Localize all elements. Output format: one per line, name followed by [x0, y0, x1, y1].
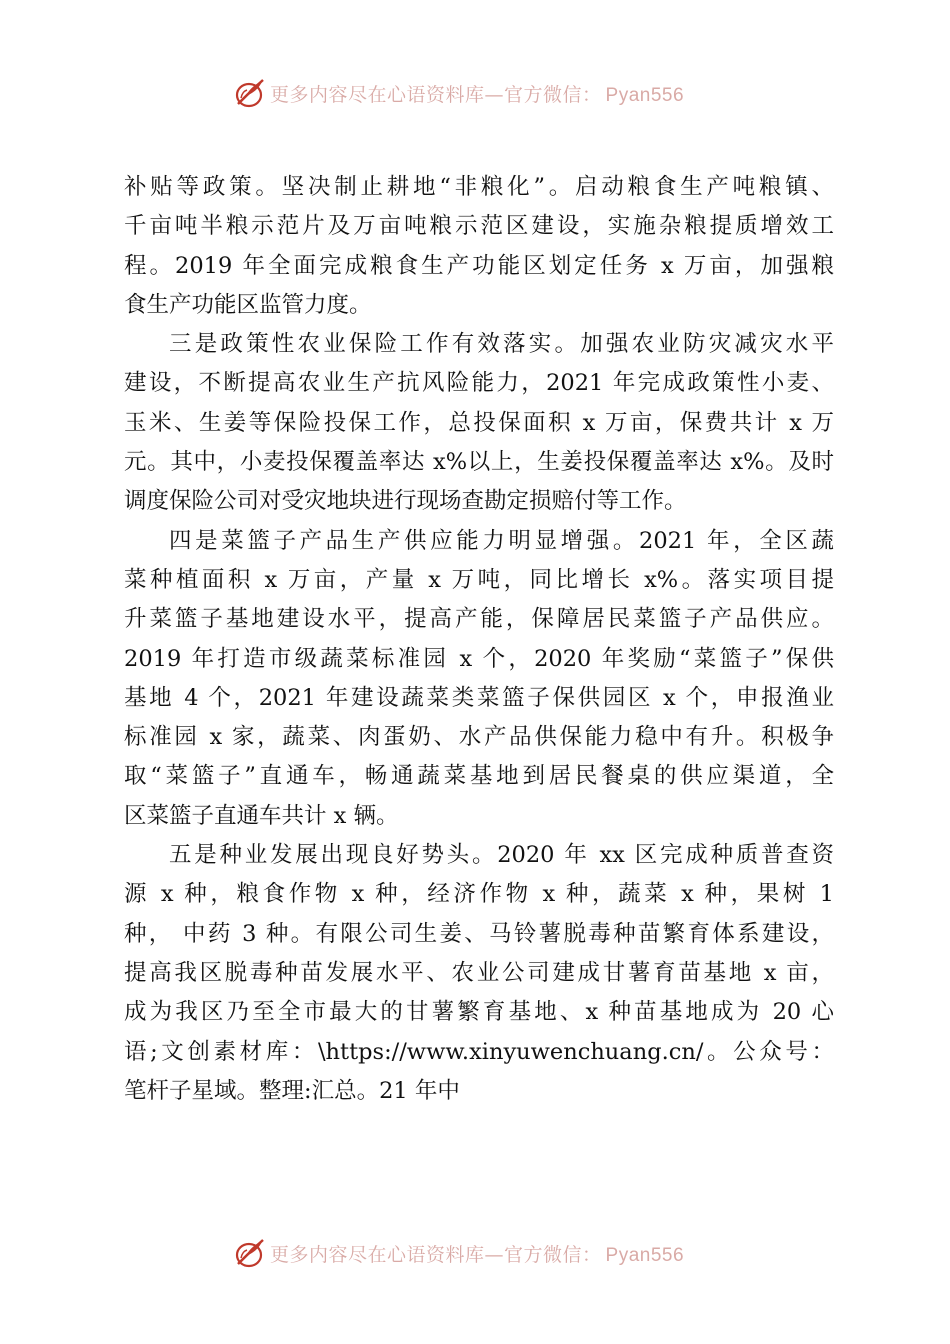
feather-logo-icon — [232, 76, 266, 110]
text-line: 调度保险公司对受灾地块进行现场查勘定损赔付等工作。 — [124, 488, 687, 515]
document-body — [124, 168, 834, 1111]
text-line: 笔杆子星域。整理:汇总。21 年中 — [124, 1077, 460, 1104]
text-line: 标准园 x 家，蔬菜、肉蛋奶、水产品供保能力稳中有升。积极争 — [124, 724, 834, 751]
text-line: 语;文创素材库：\https://www.xinyuwenchuang.cn/。公众号： — [124, 1038, 834, 1065]
text-line: 提高我区脱毒种苗发展水平、农业公司建成甘薯育苗基地 x 亩， — [124, 959, 834, 986]
header-banner — [0, 73, 950, 113]
text-line: 源 x 种，粮食作物 x 种，经济作物 x 种，蔬菜 x 种，果树 1 — [124, 881, 834, 908]
text-line: 补贴等政策。坚决制止耕地“非粮化”。启动粮食生产吨粮镇、 — [124, 174, 834, 200]
text-line: 2019 年打造市级蔬菜标准园 x 个，2020 年奖励“菜篮子”保供 — [124, 645, 834, 672]
text-line: 建设，不断提高农业生产抗风险能力，2021 年完成政策性小麦、 — [124, 370, 834, 397]
text-line: 基地 4 个，2021 年建设蔬菜类菜篮子保供园区 x 个，申报渔业 — [124, 684, 834, 711]
footer-banner — [0, 1233, 950, 1273]
paragraph-heading-line: 四是菜篮子产品生产供应能力明显增强。2021 年，全区蔬 — [169, 527, 834, 554]
paragraph-heading-line: 五是种业发展出现良好势头。2020 年 xx 区完成种质普查资 — [169, 842, 834, 869]
text-line: 种， 中药 3 种。有限公司生姜、马铃薯脱毒种苗繁育体系建设， — [124, 920, 834, 947]
text-line: 玉米、生姜等保险投保工作，总投保面积 x 万亩，保费共计 x 万 — [124, 409, 834, 436]
text-line: 千亩吨半粮示范片及万亩吨粮示范区建设，实施杂粮提质增效工 — [124, 213, 834, 240]
text-line: 元。其中，小麦投保覆盖率达 x%以上，生姜投保覆盖率达 x%。及时 — [124, 449, 834, 476]
text-line: 食生产功能区监管力度。 — [124, 291, 372, 318]
footer-banner-brand: Pyan556 — [605, 1244, 685, 1266]
text-line: 区菜篮子直通车共计 x 辆。 — [124, 802, 399, 829]
footer-banner-text: 更多内容尽在心语资料库—官方微信： — [270, 1243, 602, 1266]
header-banner-brand: Pyan556 — [605, 84, 685, 106]
text-line: 菜种植面积 x 万亩，产量 x 万吨，同比增长 x%。落实项目提 — [124, 566, 834, 593]
feather-logo-icon — [232, 1236, 266, 1270]
text-line: 程。2019 年全面完成粮食生产功能区划定任务 x 万亩，加强粮 — [124, 252, 834, 279]
paragraph-heading-line: 三是政策性农业保险工作有效落实。加强农业防灾减灾水平 — [169, 331, 834, 358]
text-line: 升菜篮子基地建设水平，提高产能，保障居民菜篮子产品供应。 — [124, 606, 834, 633]
text-line: 取“菜篮子”直通车，畅通蔬菜基地到居民餐桌的供应渠道，全 — [124, 763, 834, 790]
text-line: 成为我区乃至全市最大的甘薯繁育基地、x 种苗基地成为 20 心 — [124, 999, 834, 1026]
header-banner-text: 更多内容尽在心语资料库—官方微信： — [270, 83, 602, 106]
